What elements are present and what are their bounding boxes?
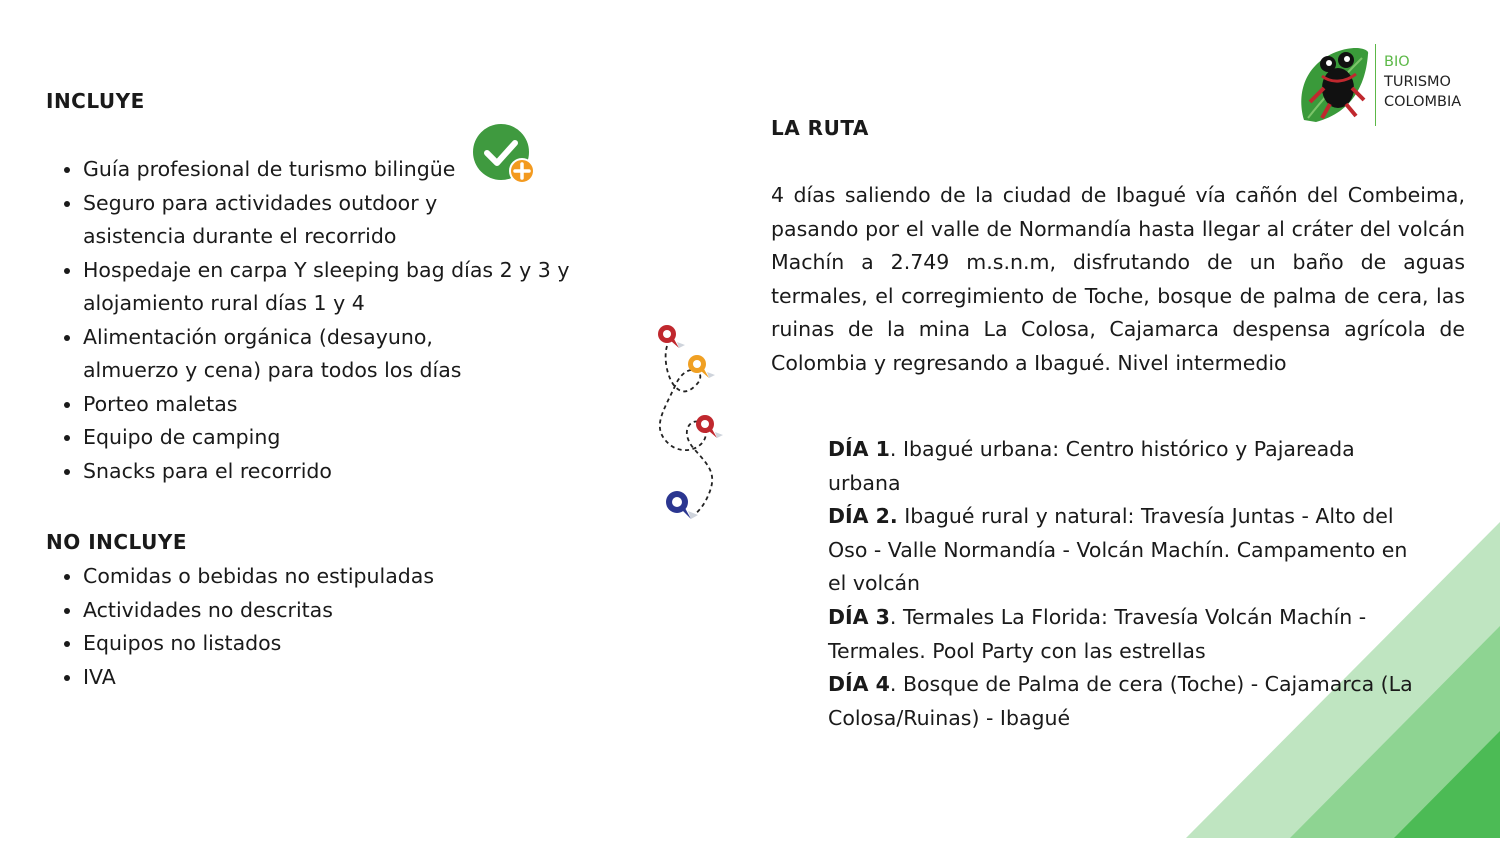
day-label: DÍA 4	[828, 672, 890, 697]
day-label: DÍA 1	[828, 437, 890, 461]
la-ruta-heading: LA RUTA	[771, 116, 869, 140]
list-item: • Actividades no descritas	[83, 594, 603, 628]
brand-line-2: TURISMO	[1384, 74, 1451, 90]
list-item: • Equipos no listados	[83, 627, 603, 661]
itinerary-day	[828, 500, 1428, 601]
check-plus-icon	[472, 124, 538, 186]
incluye-heading: INCLUYE	[46, 89, 145, 113]
list-item: • Hospedaje en carpa Y sleeping bag días 2 y 3 y alojamiento rural días 1 y 4	[83, 254, 603, 321]
incluye-list	[46, 153, 603, 488]
brand-logo-text	[1384, 52, 1461, 112]
no-incluye-heading: NO INCLUYE	[46, 530, 187, 554]
itinerary-day	[828, 668, 1428, 735]
itinerary-day	[828, 601, 1428, 668]
day-text: . Ibagué urbana: Centro histórico y Pajareada urbana	[828, 437, 1355, 495]
day-text: . Termales La Florida: Travesía Volcán Machín - Termales. Pool Party con las estrellas	[828, 604, 1367, 663]
list-item: • Comidas o bebidas no estipuladas	[83, 560, 603, 594]
day-text: . Bosque de Palma de cera (Toche) - Cajamarca (La Colosa/Ruinas) - Ibagué	[828, 672, 1413, 730]
ruta-description: 4 días saliendo de la ciudad de Ibagué vía cañón del Combeima, pasando por el valle de Normandía hasta llegar al cráter del volcán Machín a 2.749 m.s.n.m, disfrutando de un baño de aguas termales, el corregimiento de Toche, bosque de palma de cera, las ruinas de la mina La Colosa, Cajamarca despensa agrícola de Colombia y regresando a Ibagué. Nivel intermedio	[771, 183, 1465, 375]
list-item: • Equipo de camping	[83, 421, 603, 455]
list-item: • IVA	[83, 661, 603, 695]
logo-divider	[1375, 44, 1376, 126]
list-item: • Snacks para el recorrido	[83, 455, 603, 489]
list-item: • Guía profesional de turismo bilingüe	[83, 153, 603, 187]
no-incluye-list	[46, 560, 603, 694]
frog-leaf-logo-icon	[1296, 42, 1372, 126]
day-label: DÍA 3	[828, 604, 890, 629]
brand-line-1: BIO	[1384, 54, 1410, 70]
itinerary-day	[828, 433, 1428, 500]
list-item: • Seguro para actividades outdoor y asistencia durante el recorrido	[83, 187, 463, 254]
route-pins-icon	[645, 316, 735, 532]
list-item: • Alimentación orgánica (desayuno, almuerzo y cena) para todos los días	[83, 321, 503, 388]
itinerary-days	[828, 433, 1428, 735]
day-text: Ibagué rural y natural: Travesía Juntas - Alto del Oso - Valle Normandía - Volcán Machín. Campamento en el volcán	[828, 504, 1408, 596]
brand-line-3: COLOMBIA	[1384, 94, 1462, 110]
list-item: • Porteo maletas	[83, 388, 603, 422]
day-label: DÍA 2.	[828, 504, 898, 529]
